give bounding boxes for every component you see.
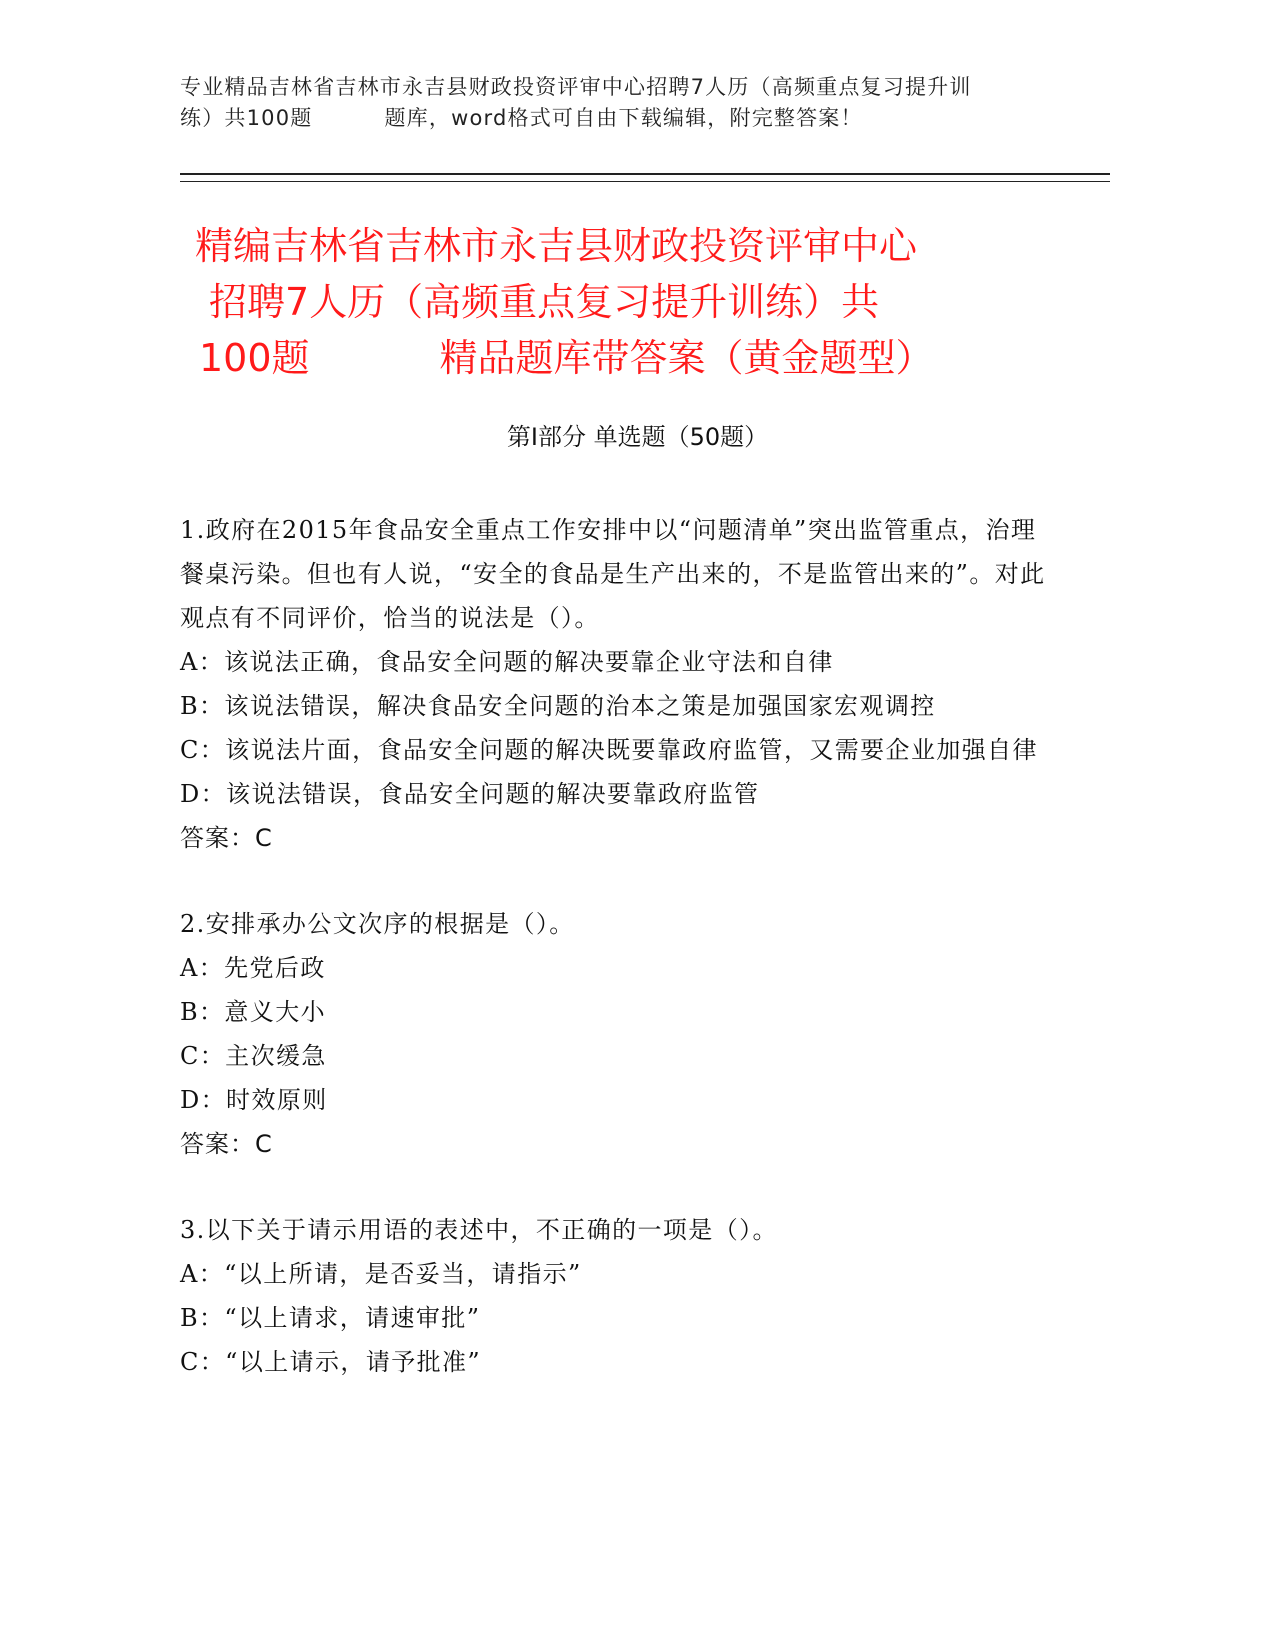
header-note-line2-part2: 题库，word格式可自由下载编辑，附完整答案！ (384, 106, 863, 130)
option-a: A：该说法正确，食品安全问题的解决要靠企业守法和自律 (180, 648, 834, 676)
header-divider-thin (180, 181, 1110, 182)
question-stem: 3.以下关于请示用语的表述中，不正确的一项是（）。 (180, 1216, 778, 1244)
option-b: B：该说法错误，解决食品安全问题的治本之策是加强国家宏观调控 (180, 692, 936, 720)
question-stem: 2.安排承办公文次序的根据是（）。 (180, 910, 575, 938)
option-c: C：该说法片面，食品安全问题的解决既要靠政府监管，又需要企业加强自律 (180, 736, 1038, 764)
document-header-note (180, 72, 1060, 134)
header-note-line2 (180, 103, 1060, 134)
option-a: A：先党后政 (180, 954, 326, 982)
option-b: B：“以上请求，请速审批” (180, 1304, 481, 1332)
question-list (180, 508, 1060, 1426)
option-c: C：主次缓急 (180, 1042, 327, 1070)
question-item (180, 508, 1060, 860)
title-line1: 精编吉林省吉林市永吉县财政投资评审中心 (195, 224, 918, 268)
option-b: B：意义大小 (180, 998, 327, 1026)
answer-text: 答案：C (180, 824, 273, 852)
document-title (195, 218, 1075, 386)
title-line3-part2: 精品题库带答案（黄金题型） (439, 336, 934, 380)
option-d: D：该说法错误，食品安全问题的解决要靠政府监管 (180, 780, 760, 808)
answer-text: 答案：C (180, 1130, 273, 1158)
title-line3 (195, 330, 1075, 386)
header-note-line1: 专业精品吉林省吉林市永吉县财政投资评审中心招聘7人历（高频重点复习提升训 (180, 75, 972, 99)
title-line3-part1: 100题 (199, 336, 310, 380)
option-d: D：时效原则 (180, 1086, 328, 1114)
question-item (180, 902, 1060, 1166)
option-c: C：“以上请示，请予批准” (180, 1348, 482, 1376)
option-a: A：“以上所请，是否妥当，请指示” (180, 1260, 582, 1288)
question-item (180, 1208, 1060, 1384)
section-heading: 第Ⅰ部分 单选题（50题） (506, 423, 769, 451)
header-note-line2-part1: 练）共100题 (180, 106, 313, 130)
header-divider-thick (180, 173, 1110, 175)
question-stem: 1.政府在2015年食品安全重点工作安排中以“问题清单”突出监管重点，治理餐桌污染。但也有人说，“安全的食品是生产出来的，不是监管出来的”。对此观点有不同评价，恰当的说法是（）。 (180, 516, 1046, 632)
title-line2: 招聘7人历（高频重点复习提升训练）共 (209, 280, 880, 324)
